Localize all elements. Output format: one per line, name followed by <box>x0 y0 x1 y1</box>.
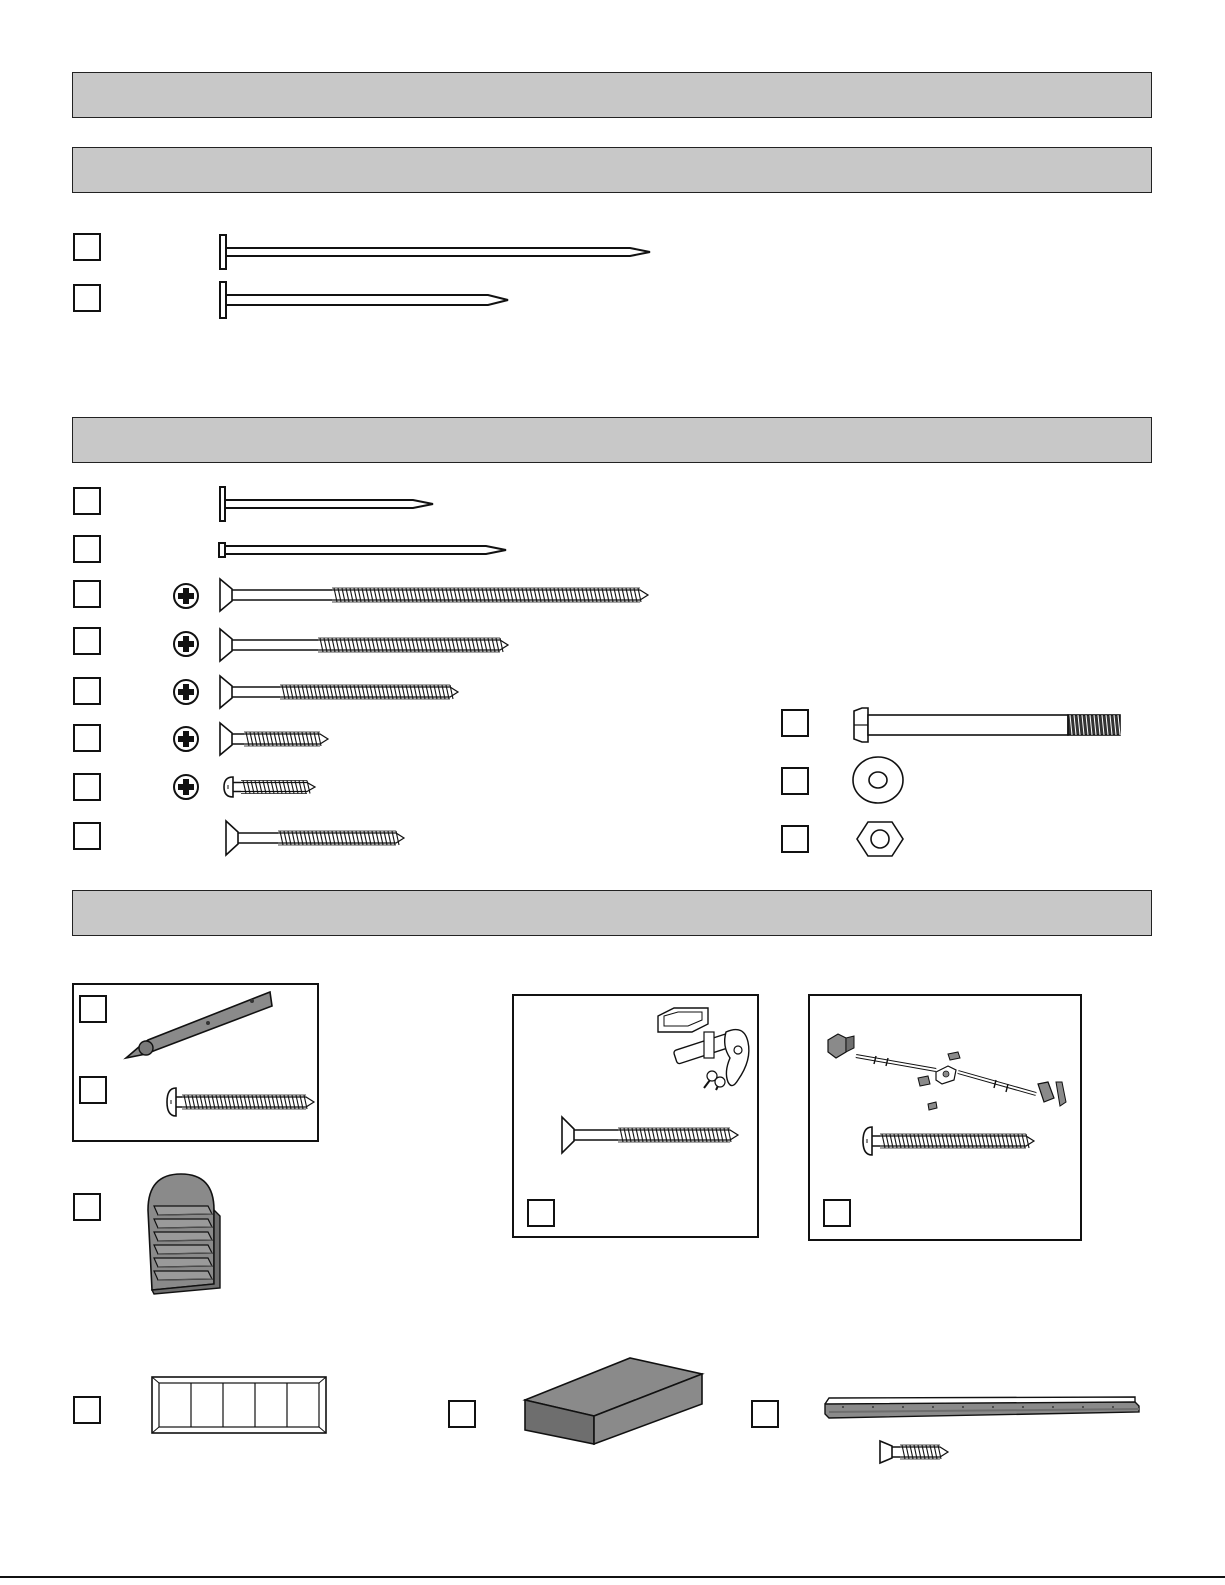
phillips-head-icon <box>172 725 200 753</box>
pan-head-screw-icon <box>223 776 333 798</box>
pan-head-screw-icon <box>166 1087 326 1117</box>
finish-nail-icon <box>218 540 518 560</box>
block-icon <box>522 1354 706 1448</box>
checkbox-fastener-2[interactable] <box>73 535 101 563</box>
section-bar-fasteners <box>72 417 1152 463</box>
checkbox-nut[interactable] <box>781 825 809 853</box>
checkbox-fastener-6[interactable] <box>73 724 101 752</box>
nail-medium-icon <box>218 281 518 319</box>
section-bar-nails <box>72 147 1152 193</box>
phillips-head-icon <box>172 630 200 658</box>
door-latch-kit-icon <box>824 1026 1072 1116</box>
checkbox-latch-kit[interactable] <box>823 1199 851 1227</box>
lock-screw-icon <box>560 1116 750 1154</box>
lock-kit-icon <box>652 1002 758 1092</box>
checkbox-washer[interactable] <box>781 767 809 795</box>
checkbox-gable-vent[interactable] <box>73 1193 101 1221</box>
phillips-head-icon <box>172 773 200 801</box>
phillips-head-icon <box>172 582 200 610</box>
section-bar-accessories <box>72 890 1152 936</box>
lock-kit-panel <box>512 994 759 1238</box>
checkbox-fastener-3[interactable] <box>73 580 101 608</box>
checkbox-fastener-4[interactable] <box>73 627 101 655</box>
latch-screw-icon <box>862 1126 1052 1156</box>
rail-screw-icon <box>878 1440 958 1464</box>
nail-long-icon <box>218 234 658 270</box>
checkbox-louver-vent[interactable] <box>73 1396 101 1424</box>
section-bar-header <box>72 72 1152 118</box>
nut-icon <box>855 820 905 858</box>
checkbox-nail-2[interactable] <box>73 284 101 312</box>
louver-vent-icon <box>151 1376 327 1434</box>
bolt-icon <box>850 707 1125 743</box>
gable-vent-icon <box>140 1172 226 1297</box>
checkbox-fastener-1[interactable] <box>73 487 101 515</box>
phillips-head-icon <box>172 678 200 706</box>
page-bottom-rule <box>0 1576 1225 1578</box>
checkbox-fastener-7[interactable] <box>73 773 101 801</box>
latch-kit-panel <box>808 994 1082 1241</box>
checkbox-hinge[interactable] <box>79 995 107 1023</box>
checkbox-nail-1[interactable] <box>73 233 101 261</box>
checkbox-lock-kit[interactable] <box>527 1199 555 1227</box>
screw-long-icon <box>218 578 663 612</box>
checkbox-fastener-5[interactable] <box>73 677 101 705</box>
deck-screw-icon <box>224 820 419 856</box>
checkbox-block[interactable] <box>448 1400 476 1428</box>
screw-short-icon <box>218 722 343 756</box>
checkbox-angle-rail[interactable] <box>751 1400 779 1428</box>
checkbox-hinge-screw[interactable] <box>79 1076 107 1104</box>
hinge-icon <box>122 988 282 1066</box>
checkbox-fastener-8[interactable] <box>73 822 101 850</box>
washer-icon <box>850 754 906 806</box>
angle-rail-icon <box>823 1396 1141 1422</box>
nail-short-icon <box>218 486 448 522</box>
screw-medium-short-icon <box>218 675 473 709</box>
checkbox-bolt[interactable] <box>781 709 809 737</box>
screw-medium-icon <box>218 628 523 662</box>
hinge-kit-panel <box>72 983 319 1142</box>
